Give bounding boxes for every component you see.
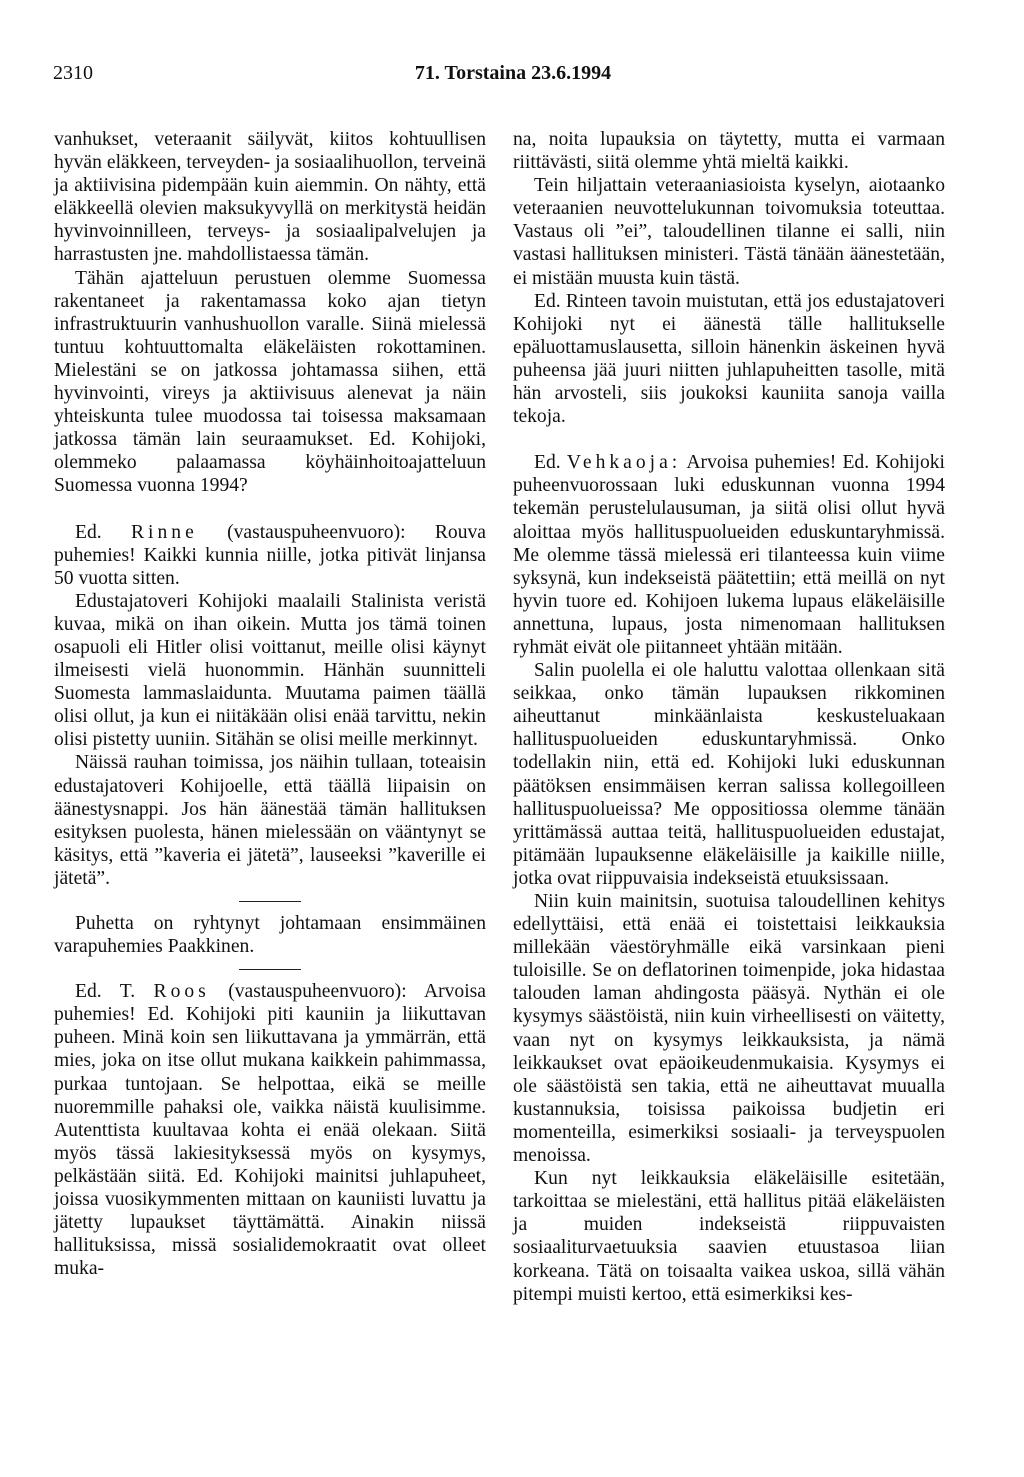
speaker-paragraph-rinne	[54, 521, 486, 590]
paragraph: Niin kuin mainitsin, suotuisa taloudellinen kehitys edellyttäisi, että enää ei toistettaisi leikkauksia millekään väestöryhmälle eikä varsinkaan pieni tuloisille. Se on deflatorinen toimenpide, joka hidastaa talouden laman ahdingosta pääsyä. Nythän ei ole kysymys säästöistä, niin kuin virheellisesti on väitetty, vaan nyt on kysymys leikkauksista, ja nämä leikkaukset ovat epäoikeudenmukaisia. Kysymys ei ole säästöistä sen takia, että ne aiheuttavat muualla kustannuksia, toisissa paikoissa budjetin eri momenteilla, esimerkiksi sosiaali- ja terveyspuolen menoissa.	[513, 891, 945, 1167]
speaker-paragraph-vehkaoja	[513, 451, 945, 659]
section-divider	[239, 901, 301, 902]
speaker-paragraph-roos	[54, 980, 486, 1280]
speaker-prefix: Ed.	[534, 452, 561, 474]
speech-text: (vastauspuheenvuoro): Arvoisa puhemies! Ed. Kohijoki piti kauniin ja liikuttavan puheen. Minä koin sen liikuttavana ja ymmärrän, että mies, joka on itse ollut mukana kaikkein pahimmassa, purkaa tuntojaan. Se helpottaa, eikä se meille nuoremmille pahaksi ole, vaikka näistä kuulisimme. Autenttista kuultavaa kohta ei enää olekaan. Siitä myös tässä lakiesityksessä myös on kysymys, pelkästään siitä. Ed. Kohijoki mainitsi juhlapuheet, joissa vuosikymmenten mittaan on kauniisti luvattu ja jätetty lupaukset täyttämättä. Ainakin niissä hallituksissa, missä sosialidemokraatit ovat olleet muka-	[54, 981, 486, 1280]
speaker-prefix: Ed.	[75, 521, 102, 543]
speech-text: (vastauspuheenvuoro): Rouva puhemies! Kaikki kunnia niille, jotka pitivät linjansa 50 vuotta sitten.	[54, 521, 486, 589]
paragraph: Salin puolella ei ole haluttu valottaa ollenkaan sitä seikkaa, onko tämän lupauksen rikkominen aiheuttanut minkäänlaista keskusteluakaan hallituspuolueiden eduskuntaryhmissä. Onko todellakin niin, että ed. Kohijoki luki eduskunnan päätöksen ensimmäisen kerran salissa kollegoilleen hallituspuolueissa? Me oppositiossa olemme tänään yrittämässä auttaa teitä, hallituspuolueiden edustajat, pitämään lupauksenne eläkeläisille ja kaikille niille, jotka ovat riippuvaisia indekseistä etuuksissaan.	[513, 660, 945, 889]
chair-notice: Puhetta on ryhtynyt johtamaan ensimmäinen varapuhemies Paakkinen.	[54, 913, 486, 958]
paragraph: Näissä rauhan toimissa, jos näihin tullaan, toteaisin edustajatoveri Kohijoelle, että täällä liipaisin on äänestysnappi. Jos hän äänestää tämän hallituksen esityksen puolesta, hänen mielessään on vääntynyt se käsitys, että ”kaveria ei jätetä”, lauseeksi ”kaverille ei jätetä”.	[54, 752, 486, 889]
paragraph: Kun nyt leikkauksia eläkeläisille esitetään, tarkoittaa se mielestäni, että hallitus pitää eläkeläisten ja muiden indekseistä riippuvaisten sosiaaliturvaetuuksia saavien etuustasoa liian korkeana. Tätä on toisaalta vaikea uskoa, sillä vähän pitempi muisti kertoo, että esimerkiksi kes-	[513, 1168, 945, 1305]
left-column	[54, 128, 486, 1280]
right-column	[513, 128, 945, 1306]
page-number: 2310	[53, 62, 93, 84]
speaker-prefix: Ed. T.	[75, 981, 136, 1003]
section-divider	[239, 969, 301, 970]
speech-text: Arvoisa puhemies! Ed. Kohijoki puheenvuorossaan luki eduskunnan vuonna 1994 tekemän perustelulausuman, ja siitä olisi ollut hyvä aloittaa myös hallituspuolueiden eduskuntaryhmissä. Me olemme tässä mielessä eri tilanteessa kuin viime syksynä, kun indekseistä päätettiin; että meillä on nyt hyvin tuore ed. Kohijoen lukema lupaus eläkeläisille annettuna, lupaus, josta nimenomaan hallituksen ryhmät eivät ole piitanneet yhtään mitään.	[513, 452, 945, 658]
speaker-name: Vehkaoja:	[566, 452, 682, 474]
session-heading: 71. Torstaina 23.6.1994	[414, 62, 612, 84]
page-header	[53, 62, 973, 92]
speaker-name: Roos	[153, 981, 210, 1003]
paragraph: vanhukset, veteraanit säilyvät, kiitos kohtuullisen hyvän eläkkeen, terveyden- ja sosiaalihuollon, terveinä ja aktiivisina pidempään kuin aiemmin. On nähty, että eläkkeellä olevien maksukyvyllä on merkitystä heidän hyvinvoinnilleen, terveys- ja sosiaalipalvelujen ja harrastusten jne. mahdollistaessa tämän.	[54, 129, 486, 266]
paragraph: Tähän ajatteluun perustuen olemme Suomessa rakentaneet ja rakentamassa koko ajan tietyn infrastruktuurin vanhushuollon varalle. Siinä mielessä tuntuu kohtuuttomalta eläkeläisten rokottaminen. Mielestäni se on jatkossa johtamassa siihen, että hyvinvointi, vireys ja aktiivisuus alenevat ja näin yhteiskunta tulee muodossa tai toisessa maksamaan jatkossa tämän lain seuraamukset. Ed. Kohijoki, olemmeko palaamassa köyhäinhoitoajatteluun Suomessa vuonna 1994?	[54, 267, 486, 497]
paragraph: Edustajatoveri Kohijoki maalaili Stalinista veristä kuvaa, mikä on ihan oikein. Mutta jos tämä toinen osapuoli eli Hitler olisi voittanut, meille olisi käynyt ilmeisesti vielä huonommin. Hänhän suunnitteli Suomesta lammaslaidunta. Muutama paimen täällä olisi ollut, ja kun ei niitäkään olisi enää tarvittu, nekin olisi pistetty uuniin. Sitähän se olisi meille merkinnyt.	[54, 590, 486, 751]
paragraph: Ed. Rinteen tavoin muistutan, että jos edustajatoveri Kohijoki nyt ei äänestä tälle hallitukselle epäluottamuslausetta, silloin hänenkin äskeinen hyvä puheensa jää juuri niitten juhlapuheitten tasolle, mitä hän arvosteli, siis joukoksi kauniita sanoja vailla tekoja.	[513, 290, 945, 428]
speaker-name: Rinne	[130, 521, 198, 543]
paragraph: na, noita lupauksia on täytetty, mutta ei varmaan riittävästi, siitä olemme yhtä mieltä kaikki.	[513, 129, 945, 174]
paragraph: Tein hiljattain veteraaniasioista kyselyn, aiotaanko veteraanien neuvottelukunnan toivomuksia toteuttaa. Vastaus oli ”ei”, taloudellinen tilanne ei salli, niin vastasi hallituksen ministeri. Tästä tänään äänestetään, ei mistään muusta kuin tästä.	[513, 175, 945, 289]
